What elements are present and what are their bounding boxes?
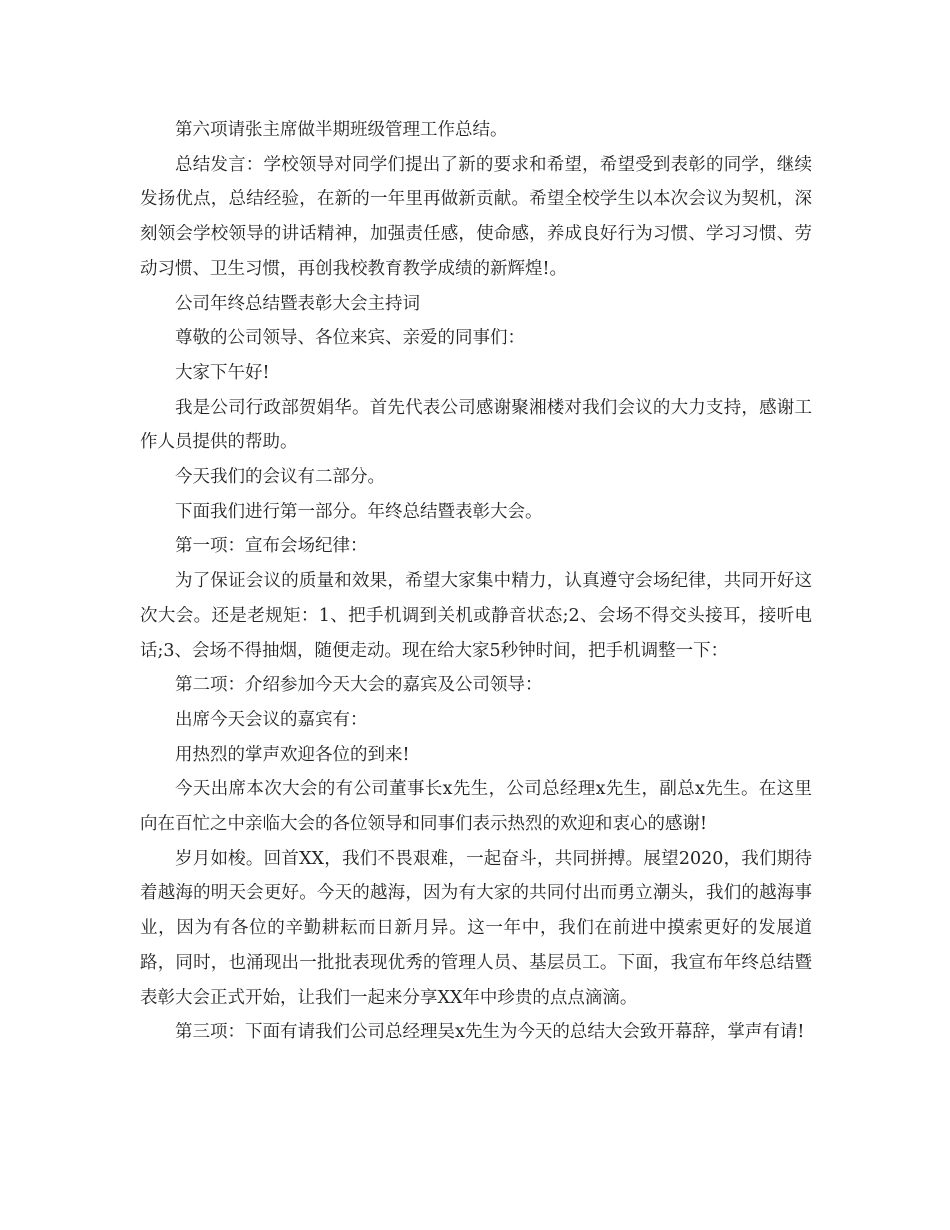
- paragraph-4: 尊敬的公司领导、各位来宾、亲爱的同事们：: [175, 328, 525, 349]
- paragraph-6: 我是公司行政部贺娟华。首先代表公司感谢聚湘楼对我们会议的大力支持，感谢工作人员提供的帮助。: [140, 397, 812, 453]
- paragraph-2: 总结发言：学校领导对同学们提出了新的要求和希望，希望受到表彰的同学，继续发扬优点，总结经验，在新的一年里再做新贡献。希望全校学生以本次会议为契机，深刻领会学校领导的讲话精神，加强责任感，使命感，养成良好行为习惯、学习习惯、劳动习惯、卫生习惯，再创我校教育教学成绩的新辉煌!。: [140, 154, 812, 279]
- paragraph-5: 大家下午好!: [175, 362, 270, 383]
- paragraph-3: 公司年终总结暨表彰大会主持词: [175, 293, 420, 314]
- paragraph-10: 为了保证会议的质量和效果，希望大家集中精力，认真遵守会场纪律，共同开好这次大会。还是老规矩：1、把手机调到关机或静音状态;2、会场不得交头接耳，接听电话;3、会场不得抽烟，随便走动。现在给大家5秒钟时间，把手机调整一下：: [140, 571, 812, 661]
- paragraph-13: 用热烈的掌声欢迎各位的到来!: [175, 744, 410, 765]
- paragraph-9: 第一项：宣布会场纪律：: [175, 536, 368, 557]
- paragraph-15: 岁月如梭。回首XX，我们不畏艰难，一起奋斗，共同拼搏。展望2020，我们期待着越海的明天会更好。今天的越海，因为有大家的共同付出而勇立潮头，我们的越海事业，因为有各位的辛勤耕耘而日新月异。这一年中，我们在前进中摸索更好的发展道路，同时，也涌现出一批批表现优秀的管理人员、基层员工。下面，我宣布年终总结暨表彰大会正式开始，让我们一起来分享XX年中珍贵的点点滴滴。: [140, 848, 812, 1008]
- paragraph-7: 今天我们的会议有二部分。: [175, 467, 385, 488]
- paragraph-11: 第二项：介绍参加今天大会的嘉宾及公司领导：: [175, 675, 543, 696]
- document-body: [140, 113, 812, 1050]
- paragraph-12: 出席今天会议的嘉宾有：: [175, 709, 368, 730]
- paragraph-8: 下面我们进行第一部分。年终总结暨表彰大会。: [175, 501, 543, 522]
- paragraph-1: 第六项请张主席做半期班级管理工作总结。: [175, 120, 508, 140]
- paragraph-14: 今天出席本次大会的有公司董事长x先生，公司总经理x先生，副总x先生。在这里向在百忙之中亲临大会的各位领导和同事们表示热烈的欢迎和衷心的感谢!: [140, 779, 812, 835]
- paragraph-16: 第三项：下面有请我们公司总经理吴x先生为今天的总结大会致开幕辞，掌声有请!: [175, 1022, 805, 1043]
